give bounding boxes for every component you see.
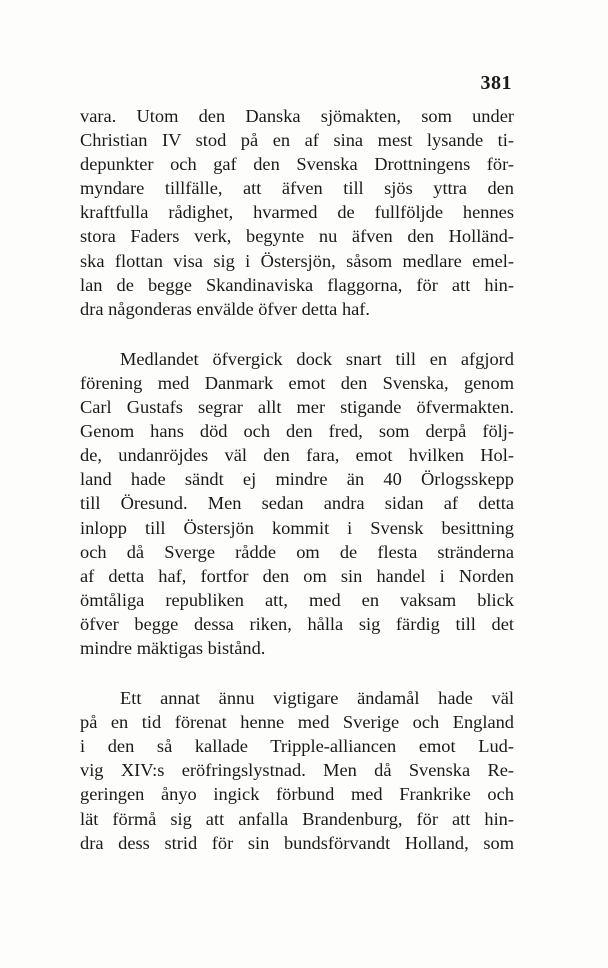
- paragraph-1: [80, 104, 514, 321]
- paragraph-2: [80, 347, 514, 660]
- text-line: myndare tillfälle, att äfven till sjös yttra den: [80, 178, 514, 199]
- text-line: ömtåliga republiken att, med en vaksam blick: [80, 589, 514, 610]
- text-line: inlopp till Östersjön kommit i Svensk besittning: [80, 517, 514, 538]
- body-text: [80, 104, 514, 855]
- text-line: Christian IV stod på en af sina mest lysande ti-: [80, 130, 514, 151]
- text-line: vig XIV:s eröfringslystnad. Men då Svenska Re-: [80, 760, 514, 781]
- text-line: de, undanröjdes väl den fara, emot hvilken Hol-: [80, 445, 514, 466]
- text-line: Medlandet öfvergick dock snart till en afgjord: [120, 348, 514, 369]
- text-line: stora Faders verk, begynte nu äfven den Holländ-: [80, 226, 514, 247]
- text-line: öfver begge dessa riken, hålla sig färdig till det: [80, 613, 514, 634]
- text-line: förening med Danmark emot den Svenska, genom: [80, 372, 514, 393]
- paragraph-3: [80, 686, 514, 855]
- text-line: dra någonderas envälde öfver detta haf.: [80, 298, 371, 319]
- text-line: dra dess strid för sin bundsförvandt Holland, som: [80, 832, 514, 853]
- text-line: Genom hans död och den fred, som derpå följ-: [80, 421, 514, 442]
- text-line: Ett annat ännu vigtigare ändamål hade väl: [120, 688, 514, 709]
- text-line: lan de begge Skandinaviska flaggorna, för att hin-: [80, 274, 514, 295]
- text-line: lät förmå sig att anfalla Brandenburg, för att hin-: [80, 808, 514, 829]
- text-line: vara. Utom den Danska sjömakten, som under: [80, 106, 514, 126]
- text-line: och då Sverge rådde om de flesta stränderna: [80, 541, 514, 562]
- text-line: på en tid förenat henne med Sverige och England: [80, 712, 514, 733]
- text-line: geringen ånyo ingick förbund med Frankrike och: [80, 784, 514, 805]
- page-number: 381: [480, 72, 512, 94]
- text-line: kraftfulla rådighet, hvarmed de fullföljde hennes: [80, 202, 514, 223]
- text-line: i den så kallade Tripple-alliancen emot Lud-: [80, 736, 514, 757]
- text-line: land hade sändt ej mindre än 40 Örlogsskepp: [80, 469, 514, 490]
- text-line: till Öresund. Men sedan andra sidan af detta: [80, 493, 514, 514]
- text-line: mindre mäktigas bistånd.: [80, 637, 266, 658]
- text-line: ska flottan visa sig i Östersjön, såsom medlare emel-: [80, 250, 514, 271]
- text-line: Carl Gustafs segrar allt mer stigande öfvermakten.: [80, 397, 514, 418]
- text-line: depunkter och gaf den Svenska Drottningens för-: [80, 154, 514, 175]
- text-line: af detta haf, fortfor den om sin handel i Norden: [80, 565, 514, 586]
